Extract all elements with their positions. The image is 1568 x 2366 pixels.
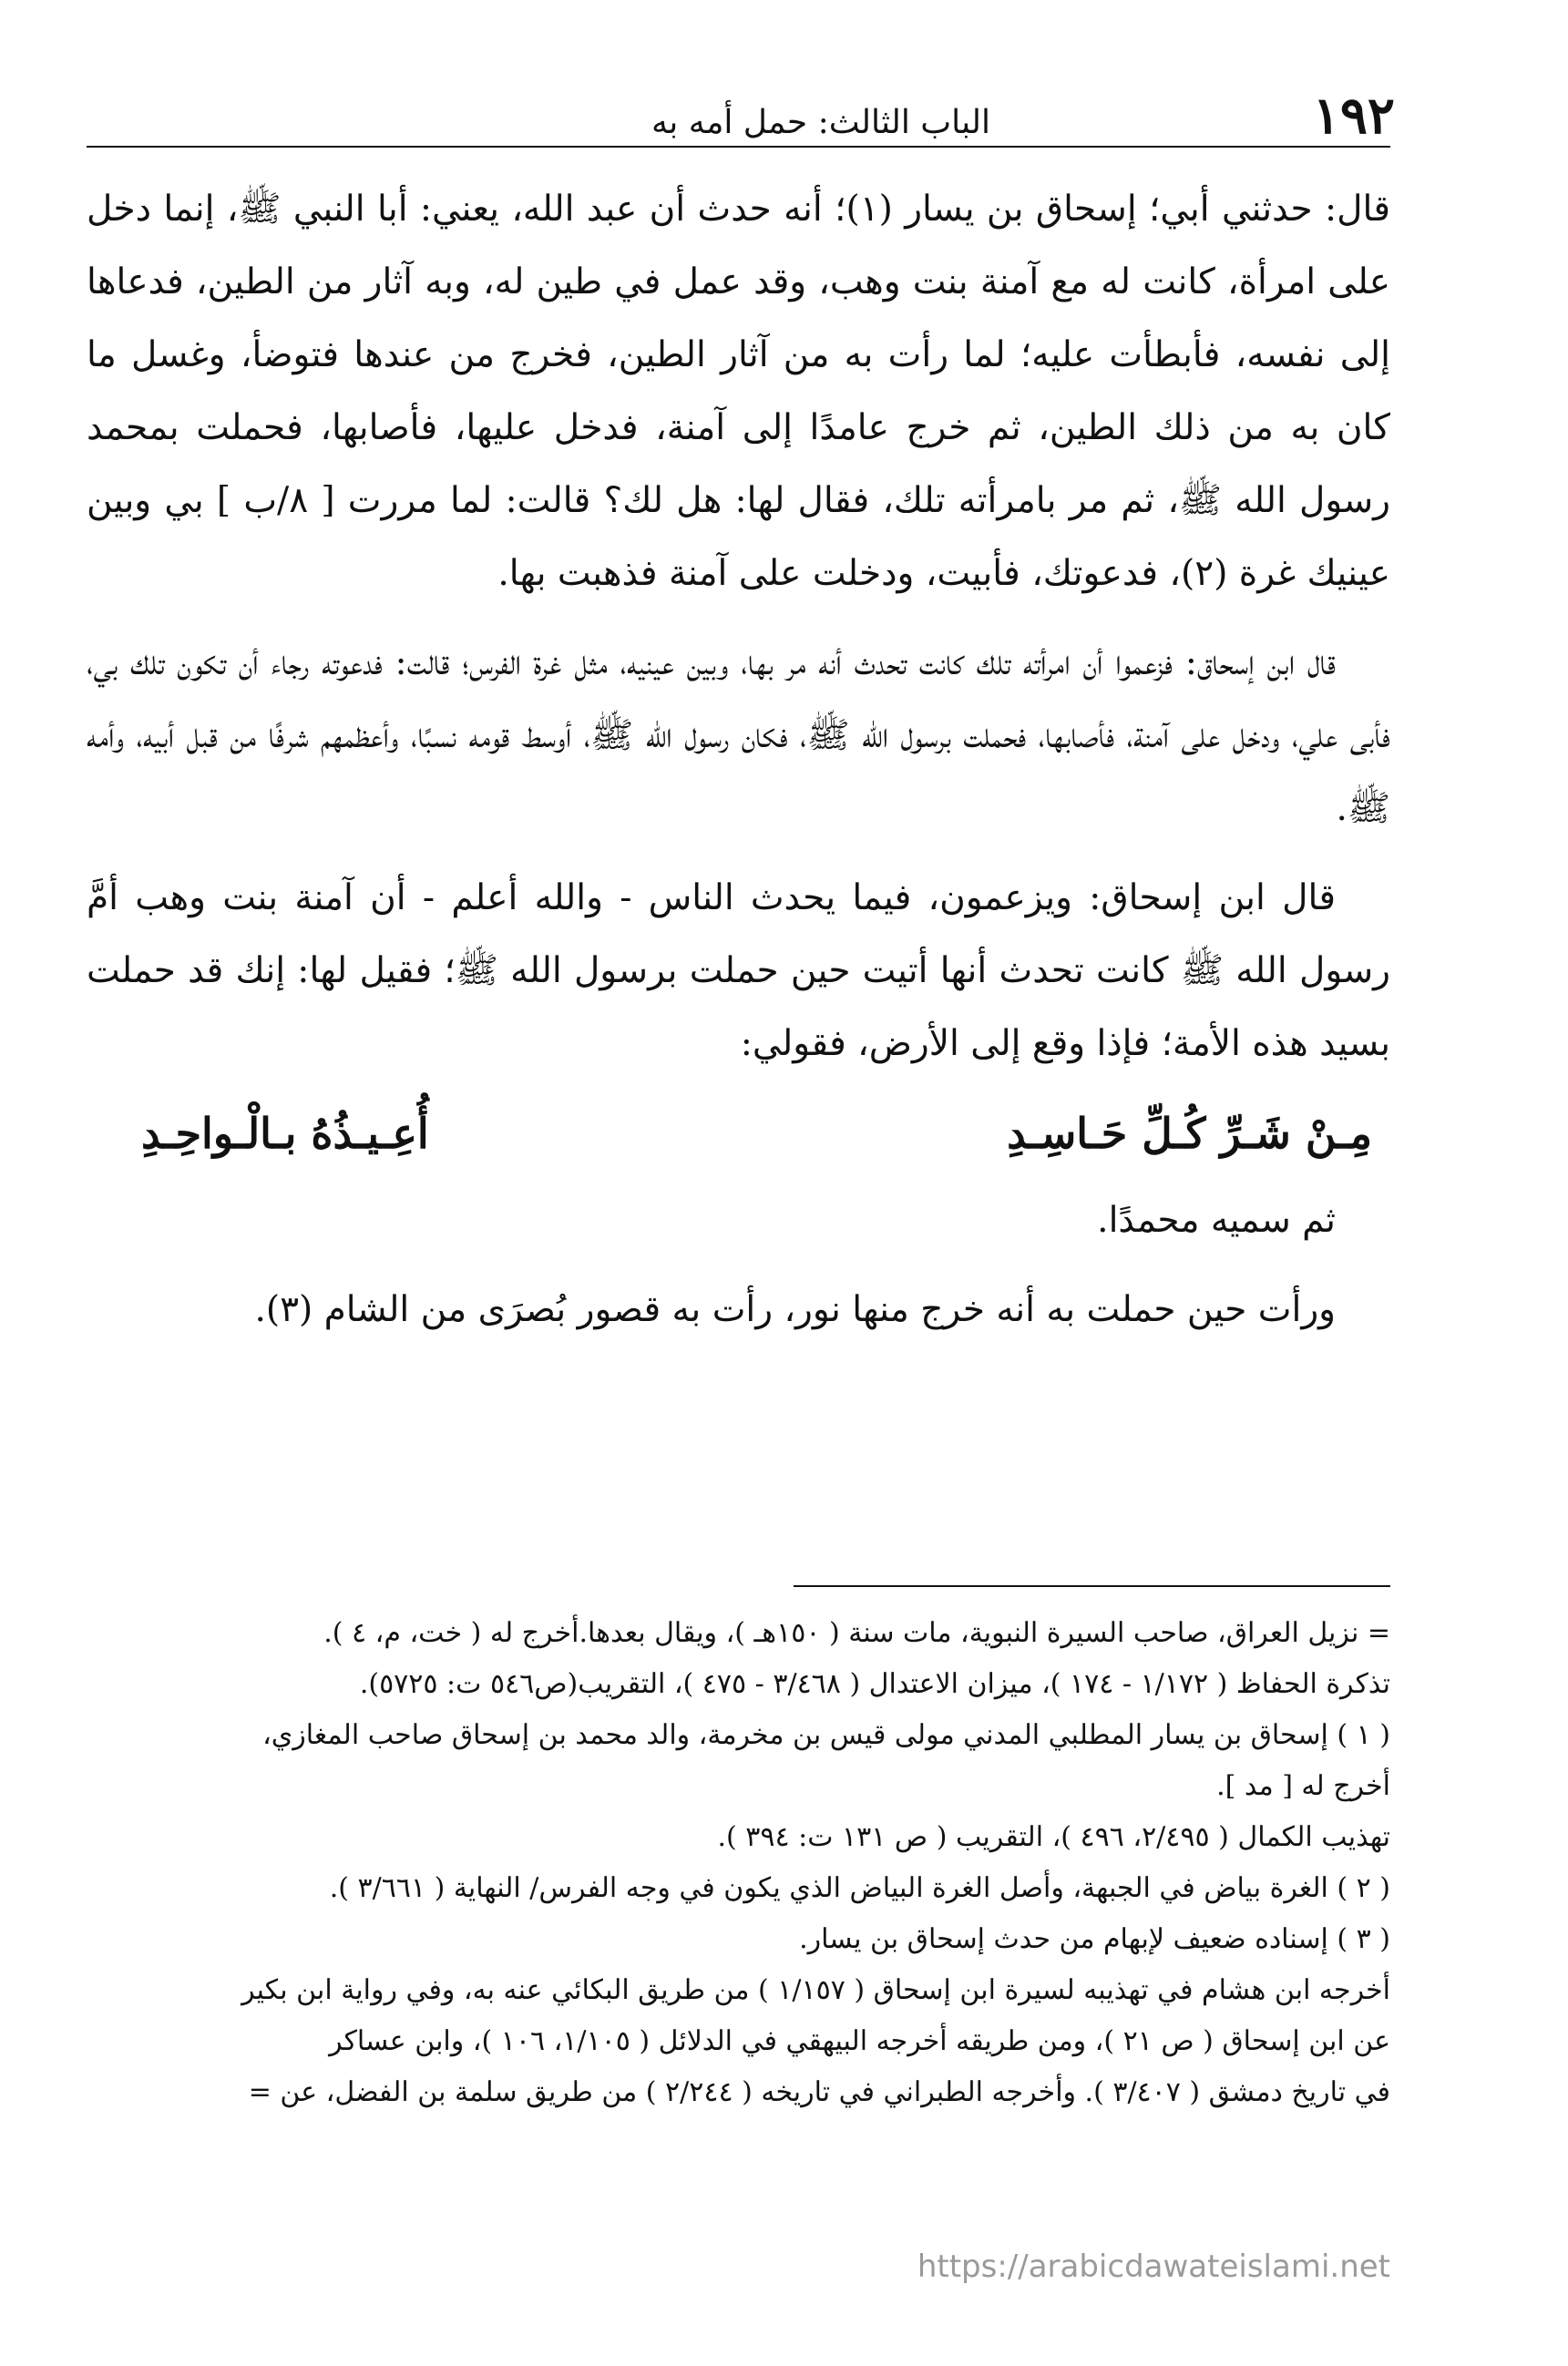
footnote-continuation-line: تذكرة الحفاظ ( ١/١٧٢ - ١٧٤ )، ميزان الاعتدال ( ٣/٤٦٨ - ٤٧٥ )، التقريب(ص٥٤٦ ت: ٥٧٢٥). [359,1668,1390,1700]
paragraph-2: قال ابن إسحاق: فزعموا أن امرأته تلك كانت تحدث أنه مر بها، وبين عينيه، مثل غرة الفرس؛ قالت: فدعوته رجاء أن تكون تلك بي، فأبى علي، ودخل على آمنة، فأصابها، فحملت برسول الله ﷺ، فكان رسول الله ﷺ، أوسط قومه نسبًا، وأعظمهم شرفًا من قبل أبيه، وأمه ﷺ. [87,642,1390,829]
poetry-verse [87,1097,1390,1170]
page-header [87,77,1395,146]
running-title: الباب الثالث: حمل أمه به [651,104,990,141]
paragraph-4: ثم سميه محمدًا. [1097,1200,1336,1241]
paragraph-5: ورأت حين حملت به أنه خرج منها نور، رأت به قصور بُصرَى من الشام (٣). [254,1289,1336,1330]
paragraph-3: قال ابن إسحاق: ويزعمون، فيما يحدث الناس - والله أعلم - أن آمنة بنت وهب أمَّ رسول الله ﷺ كانت تحدث أنها أتيت حين حملت برسول الله ﷺ؛ فقيل لها: إنك قد حملت بسيد هذه الأمة؛ فإذا وقع إلى الأرض، فقولي: [87,877,1390,1064]
footnote-1-line: أخرج له [ مد ]. [1216,1770,1390,1802]
watermark-url: https://arabicdawateislami.net [917,2248,1390,2285]
page-number: ١٩٢ [1312,86,1395,146]
paragraph-1: قال: حدثني أبي؛ إسحاق بن يسار (١)؛ أنه حدث أن عبد الله، يعني: أبا النبي ﷺ، إنما دخل على امرأة، كانت له مع آمنة بنت وهب، وقد عمل في طين له، وبه آثار من الطين، فدعاها إلى نفسه، فأبطأت عليه؛ لما رأت به من آثار الطين، فخرج من عندها فتوضأ، وغسل ما كان به من ذلك الطين، ثم خرج عامدًا إلى آمنة، فدخل عليها، فأصابها، فحملت بمحمد رسول الله ﷺ، ثم مر بامرأته تلك، فقال لها: هل لك؟ قالت: لما مررت [ ٨/ب ] بي وبين عينيك غرة (٢)، فدعوتك، فأبيت، ودخلت على آمنة فذهبت بها. [87,189,1390,594]
footnote-3-line: في تاريخ دمشق ( ٣/٤٠٧ ). وأخرجه الطبراني في تاريخه ( ٢/٢٤٤ ) من طريق سلمة بن الفضل، عن = [248,2076,1390,2108]
footnote-continuation-line: = نزيل العراق، صاحب السيرة النبوية، مات سنة ( ١٥٠هـ )، ويقال بعدها.أخرج له ( خت، م، ٤ ). [323,1617,1390,1649]
footnote-3-line: عن ابن إسحاق ( ص ٢١ )، ومن طريقه أخرجه البيهقي في الدلائل ( ١/١٠٥، ١٠٦ )، وابن عساكر [329,2025,1390,2057]
footnote-3-line: ( ٣ ) إسناده ضعيف لإبهام من حدث إسحاق بن يسار. [799,1923,1390,1955]
main-text [87,173,1390,1363]
verse-second-hemistich: مِـنْ شَـرِّ كُـلِّ حَـاسِـدِ [1007,1109,1372,1158]
verse-first-hemistich: أُعِـيـذُهُ بـالْـواحِـدِ [141,1109,429,1158]
footnote-rule [794,1585,1390,1587]
footnote-1-line: ( ١ ) إسحاق بن يسار المطلبي المدني مولى قيس بن مخرمة، والد محمد بن إسحاق صاحب المغازي، [262,1719,1390,1751]
footnote-3-line: أخرجه ابن هشام في تهذيبه لسيرة ابن إسحاق ( ١/١٥٧ ) من طريق البكائي عنه به، وفي رواية ابن بكير [241,1974,1390,2006]
footnote-1-line: تهذيب الكمال ( ٢/٤٩٥، ٤٩٦ )، التقريب ( ص ١٣١ ت: ٣٩٤ ). [717,1821,1390,1853]
header-rule [87,146,1390,148]
footnote-2: ( ٢ ) الغرة بياض في الجبهة، وأصل الغرة البياض الذي يكون في وجه الفرس/ النهاية ( ٣/٦٦١ ). [329,1872,1390,1904]
footnotes [71,1608,1390,2118]
